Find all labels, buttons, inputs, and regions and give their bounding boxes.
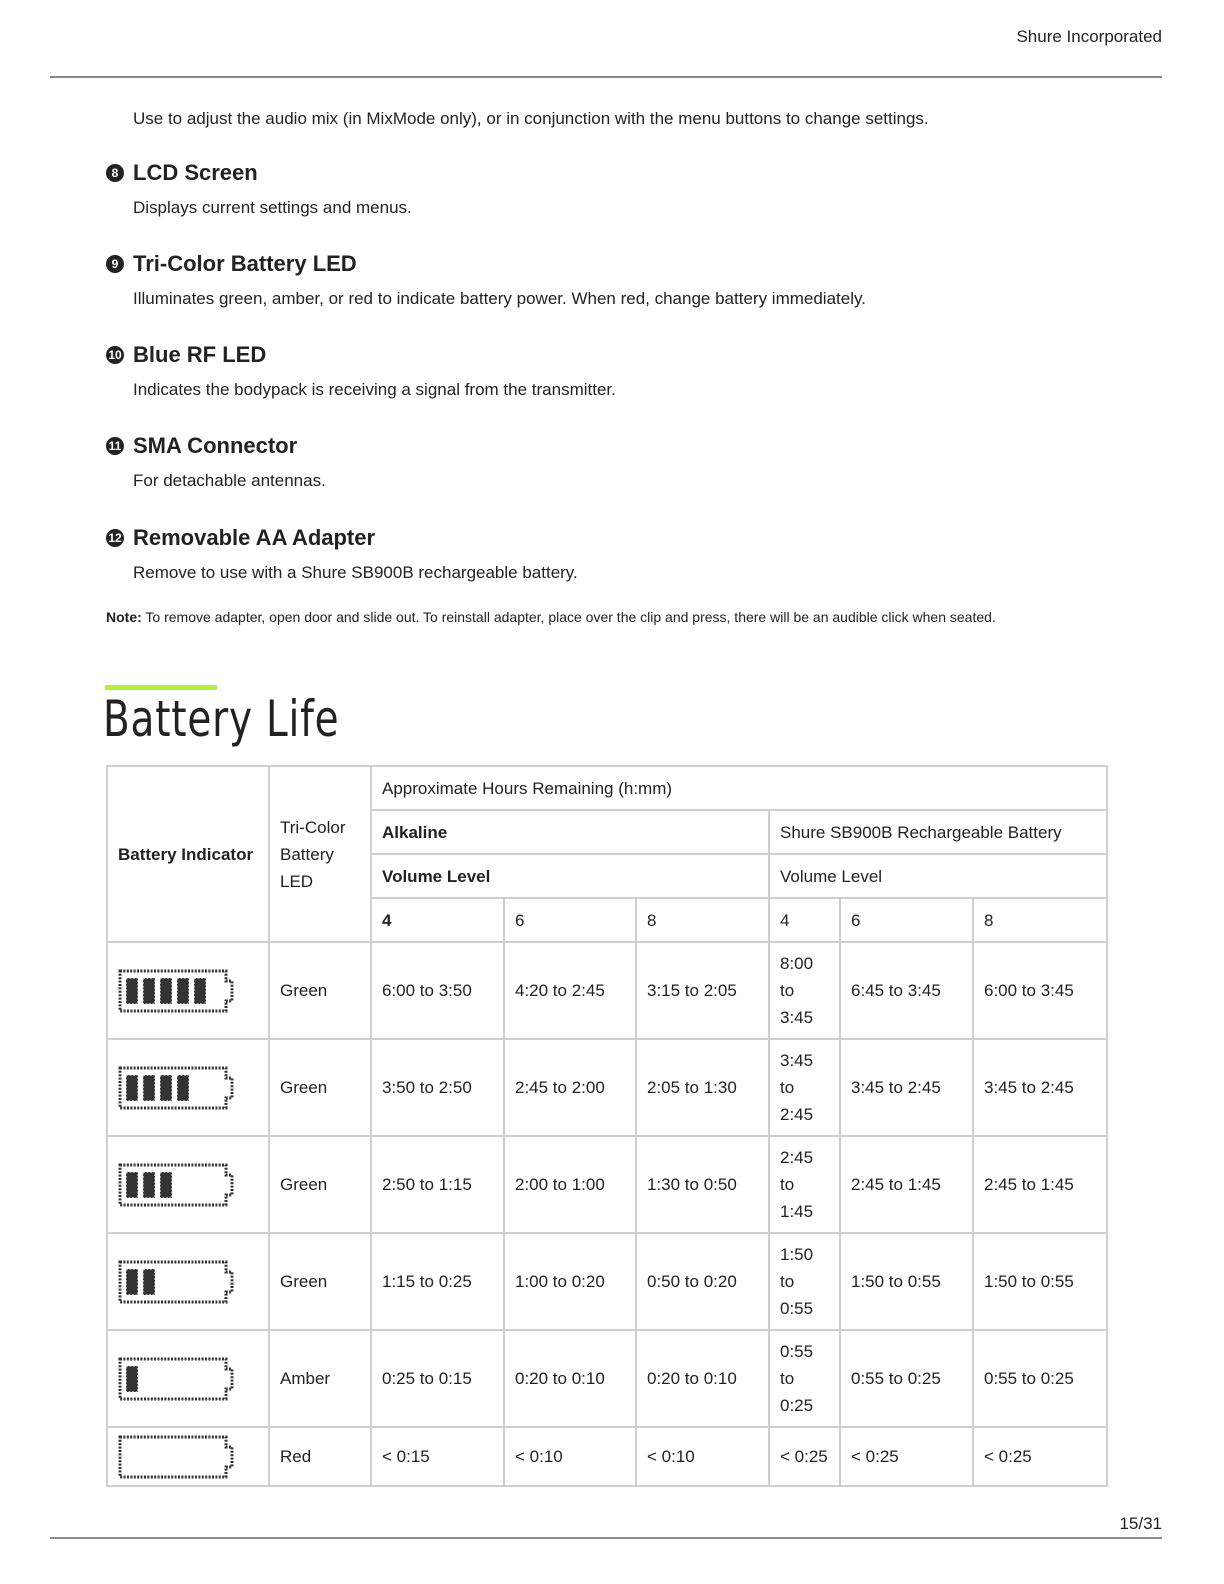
hours-remaining-cell: < 0:15 — [371, 1427, 504, 1486]
header-tri-color-led: Tri-Color Battery LED — [269, 766, 371, 942]
header-company: Shure Incorporated — [1016, 27, 1162, 46]
battery-bar — [126, 1366, 138, 1392]
header-divider — [50, 76, 1162, 78]
table-row — [107, 1039, 1107, 1136]
hours-remaining-cell: 2:45 to 1:45 — [769, 1136, 840, 1233]
battery-level-icon — [118, 1066, 236, 1110]
hours-remaining-cell: 8:00 to 3:45 — [769, 942, 840, 1039]
section-title: Tri-Color Battery LED — [133, 251, 357, 276]
header-battery-indicator: Battery Indicator — [107, 766, 269, 942]
hours-remaining-cell: 3:45 to 2:45 — [769, 1039, 840, 1136]
hours-remaining-cell: 3:15 to 2:05 — [636, 942, 769, 1039]
section-sma-connector — [106, 432, 1166, 491]
table-row — [107, 1136, 1107, 1233]
battery-level-icon — [118, 1435, 236, 1479]
hours-remaining-cell: 2:00 to 1:00 — [504, 1136, 636, 1233]
number-12-icon: 12 — [106, 529, 124, 547]
number-11-icon: 11 — [106, 437, 124, 455]
hours-remaining-cell: 0:20 to 0:10 — [636, 1330, 769, 1427]
number-10-icon: 10 — [106, 346, 124, 364]
hours-remaining-cell: 1:50 to 0:55 — [769, 1233, 840, 1330]
battery-bar — [143, 978, 155, 1004]
hours-remaining-cell: 0:20 to 0:10 — [504, 1330, 636, 1427]
battery-indicator-cell — [107, 1039, 269, 1136]
battery-bar — [126, 978, 138, 1004]
hours-remaining-cell: 2:45 to 1:45 — [840, 1136, 973, 1233]
number-8-icon: 8 — [106, 164, 124, 182]
hours-remaining-cell: 3:45 to 2:45 — [840, 1039, 973, 1136]
hours-remaining-cell: < 0:25 — [769, 1427, 840, 1486]
section-description: Indicates the bodypack is receiving a signal from the transmitter. — [133, 380, 616, 399]
battery-bar — [177, 1075, 189, 1101]
battery-bar — [126, 1172, 138, 1198]
intro-text: Use to adjust the audio mix (in MixMode only), or in conjunction with the menu buttons to change settings. — [133, 109, 929, 128]
battery-indicator-cell — [107, 942, 269, 1039]
volume-level-cell: 4 — [371, 898, 504, 942]
hours-remaining-cell: 2:45 to 1:45 — [973, 1136, 1107, 1233]
battery-bar — [194, 978, 206, 1004]
hours-remaining-cell: 1:00 to 0:20 — [504, 1233, 636, 1330]
footer-divider — [50, 1537, 1162, 1539]
hours-remaining-cell: 0:25 to 0:15 — [371, 1330, 504, 1427]
battery-bar — [143, 1269, 155, 1295]
battery-indicator-cell — [107, 1136, 269, 1233]
section-lcd-screen — [106, 159, 1166, 218]
volume-level-cell: 8 — [973, 898, 1107, 942]
battery-bar — [160, 978, 172, 1004]
battery-bar — [126, 1075, 138, 1101]
hours-remaining-cell: 1:30 to 0:50 — [636, 1136, 769, 1233]
section-title: Blue RF LED — [133, 342, 267, 367]
section-description: Remove to use with a Shure SB900B rechargeable battery. — [133, 563, 578, 582]
section-heading — [106, 341, 1166, 369]
section-heading — [106, 432, 1166, 460]
table-header-row — [107, 766, 1107, 810]
section-tri-color-battery-led — [106, 250, 1166, 309]
header-alkaline: Alkaline — [371, 810, 769, 854]
led-color-cell: Green — [269, 1233, 371, 1330]
hours-remaining-cell: 6:00 to 3:45 — [973, 942, 1107, 1039]
section-description: For detachable antennas. — [133, 471, 326, 490]
hours-remaining-cell: 2:45 to 2:00 — [504, 1039, 636, 1136]
battery-indicator-cell — [107, 1427, 269, 1486]
hours-remaining-cell: < 0:10 — [636, 1427, 769, 1486]
header-volume-level-alkaline: Volume Level — [371, 854, 769, 898]
led-color-cell: Red — [269, 1427, 371, 1486]
section-description: Displays current settings and menus. — [133, 198, 412, 217]
hours-remaining-cell: < 0:25 — [840, 1427, 973, 1486]
hours-remaining-cell: 2:50 to 1:15 — [371, 1136, 504, 1233]
header-approx-hours: Approximate Hours Remaining (h:mm) — [371, 766, 1107, 810]
battery-bar — [177, 978, 189, 1004]
hours-remaining-cell: 6:45 to 3:45 — [840, 942, 973, 1039]
table-row — [107, 942, 1107, 1039]
note — [106, 609, 996, 625]
section-title: LCD Screen — [133, 160, 258, 185]
hours-remaining-cell: 6:00 to 3:50 — [371, 942, 504, 1039]
section-title: Removable AA Adapter — [133, 525, 376, 550]
battery-indicator-cell — [107, 1233, 269, 1330]
number-9-icon: 9 — [106, 255, 124, 273]
hours-remaining-cell: < 0:25 — [973, 1427, 1107, 1486]
led-color-cell: Green — [269, 942, 371, 1039]
table-row — [107, 1330, 1107, 1427]
battery-bar — [143, 1172, 155, 1198]
led-color-cell: Green — [269, 1039, 371, 1136]
battery-level-icon — [118, 969, 236, 1013]
hours-remaining-cell: 1:15 to 0:25 — [371, 1233, 504, 1330]
note-text: To remove adapter, open door and slide out. To reinstall adapter, place over the clip and press, there will be an audible click when seated. — [145, 609, 996, 625]
section-heading — [106, 524, 1166, 552]
battery-indicator-cell — [107, 1330, 269, 1427]
hours-remaining-cell: 4:20 to 2:45 — [504, 942, 636, 1039]
section-heading — [106, 159, 1166, 187]
table-row — [107, 1233, 1107, 1330]
hours-remaining-cell: 2:05 to 1:30 — [636, 1039, 769, 1136]
led-color-cell: Green — [269, 1136, 371, 1233]
hours-remaining-cell: 0:55 to 0:25 — [769, 1330, 840, 1427]
volume-level-cell: 6 — [504, 898, 636, 942]
battery-bar — [143, 1075, 155, 1101]
section-removable-aa-adapter — [106, 524, 1166, 583]
section-title: SMA Connector — [133, 433, 298, 458]
header-rechargeable: Shure SB900B Rechargeable Battery — [769, 810, 1107, 854]
note-label: Note: — [106, 609, 142, 625]
battery-bar — [160, 1172, 172, 1198]
battery-bar — [160, 1075, 172, 1101]
header-volume-level-rechargeable: Volume Level — [769, 854, 1107, 898]
hours-remaining-cell: 3:50 to 2:50 — [371, 1039, 504, 1136]
hours-remaining-cell: 0:50 to 0:20 — [636, 1233, 769, 1330]
volume-level-cell: 4 — [769, 898, 840, 942]
hours-remaining-cell: 0:55 to 0:25 — [973, 1330, 1107, 1427]
led-color-cell: Amber — [269, 1330, 371, 1427]
section-heading — [106, 250, 1166, 278]
battery-bar — [126, 1269, 138, 1295]
hours-remaining-cell: < 0:10 — [504, 1427, 636, 1486]
battery-life-title: Battery Life — [103, 690, 340, 748]
hours-remaining-cell: 1:50 to 0:55 — [840, 1233, 973, 1330]
section-description: Illuminates green, amber, or red to indicate battery power. When red, change battery immediately. — [133, 289, 866, 308]
section-blue-rf-led — [106, 341, 1166, 400]
hours-remaining-cell: 0:55 to 0:25 — [840, 1330, 973, 1427]
battery-level-icon — [118, 1163, 236, 1207]
page-number: 15/31 — [1119, 1514, 1162, 1533]
table-row — [107, 1427, 1107, 1486]
battery-level-icon — [118, 1260, 236, 1304]
battery-outline — [120, 1437, 232, 1477]
battery-life-table — [106, 765, 1108, 1487]
hours-remaining-cell: 1:50 to 0:55 — [973, 1233, 1107, 1330]
hours-remaining-cell: 3:45 to 2:45 — [973, 1039, 1107, 1136]
battery-level-icon — [118, 1357, 236, 1401]
volume-level-cell: 8 — [636, 898, 769, 942]
volume-level-cell: 6 — [840, 898, 973, 942]
